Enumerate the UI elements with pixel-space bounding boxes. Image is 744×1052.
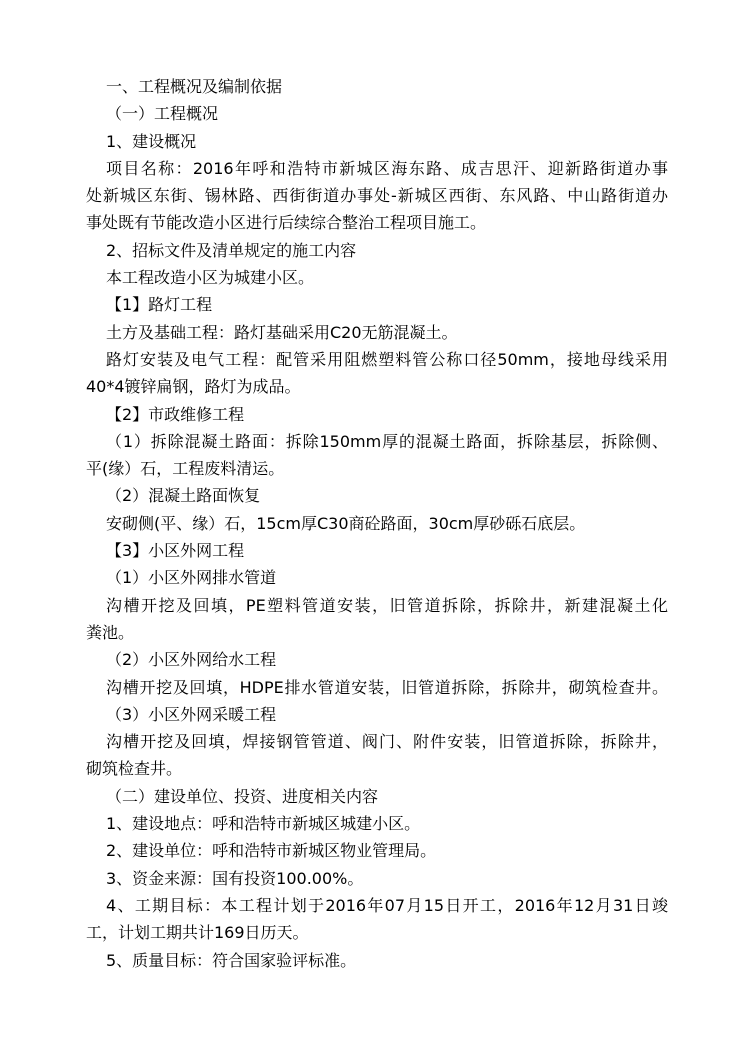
paragraph-line: 粪池。 — [86, 622, 135, 642]
item-heading: 1、建设概况 — [106, 131, 197, 151]
paragraph-line: 5、质量目标：符合国家验评标准。 — [106, 950, 357, 970]
paragraph-line: 本工程改造小区为城建小区。 — [106, 268, 315, 288]
paragraph-line: 安砌侧(平、缘）石，15cm厚C30商砼路面，30cm厚砂砾石底层。 — [106, 513, 586, 533]
subsection-heading: （一）工程概况 — [106, 104, 219, 124]
paragraph-line: 沟槽开挖及回填，焊接钢管管道、阀门、附件安装，旧管道拆除，拆除井， — [106, 732, 668, 752]
paragraph-line: 土方及基础工程：路灯基础采用C20无筋混凝土。 — [106, 322, 458, 342]
item-heading: 2、招标文件及清单规定的施工内容 — [106, 240, 357, 260]
paragraph-line: 2、建设单位：呼和浩特市新城区物业管理局。 — [106, 841, 437, 861]
paragraph-line: 工，计划工期共计169日历天。 — [86, 923, 309, 943]
section-heading: 一、工程概况及编制依据 — [106, 77, 283, 96]
paragraph-line: 3、资金来源：国有投资100.00%。 — [106, 868, 364, 888]
paragraph-line: 沟槽开挖及回填，PE塑料管道安装，旧管道拆除，拆除井，新建混凝土化 — [106, 595, 668, 615]
paragraph-line: 40*4镀锌扁钢，路灯为成品。 — [86, 377, 301, 397]
paragraph-line: 处新城区东街、锡林路、西街街道办事处-新城区西街、东风路、中山路街道办 — [86, 186, 668, 206]
subsection-heading: （二）建设单位、投资、进度相关内容 — [106, 786, 379, 806]
paragraph-line: 平(缘）石，工程废料清运。 — [86, 459, 285, 479]
item-heading: （1）小区外网排水管道 — [106, 568, 277, 588]
paragraph-line: 1、建设地点：呼和浩特市新城区城建小区。 — [106, 814, 421, 834]
paragraph-line: 沟槽开挖及回填，HDPE排水管道安装，旧管道拆除，拆除井，砌筑检查井。 — [106, 677, 668, 697]
item-heading: 【2】市政维修工程 — [106, 404, 245, 424]
document-body — [86, 73, 668, 974]
item-heading: （3）小区外网采暖工程 — [106, 704, 277, 724]
paragraph-line: 项目名称：2016年呼和浩特市新城区海东路、成吉思汗、迎新路街道办事 — [106, 158, 668, 178]
item-heading: （2）混凝土路面恢复 — [106, 486, 261, 506]
item-heading: 【3】小区外网工程 — [106, 541, 245, 561]
paragraph-line: 4、工期目标：本工程计划于2016年07月15日开工，2016年12月31日竣 — [106, 895, 668, 915]
item-heading: （2）小区外网给水工程 — [106, 650, 277, 670]
paragraph-line: （1）拆除混凝土路面：拆除150mm厚的混凝土路面，拆除基层，拆除侧、 — [106, 431, 668, 451]
paragraph-line: 砌筑检查井。 — [86, 759, 183, 779]
paragraph-line: 事处既有节能改造小区进行后续综合整治工程项目施工。 — [86, 213, 487, 233]
paragraph-line: 路灯安装及电气工程：配管采用阻燃塑料管公称口径50mm，接地母线采用 — [106, 349, 668, 369]
item-heading: 【1】路灯工程 — [106, 295, 213, 315]
